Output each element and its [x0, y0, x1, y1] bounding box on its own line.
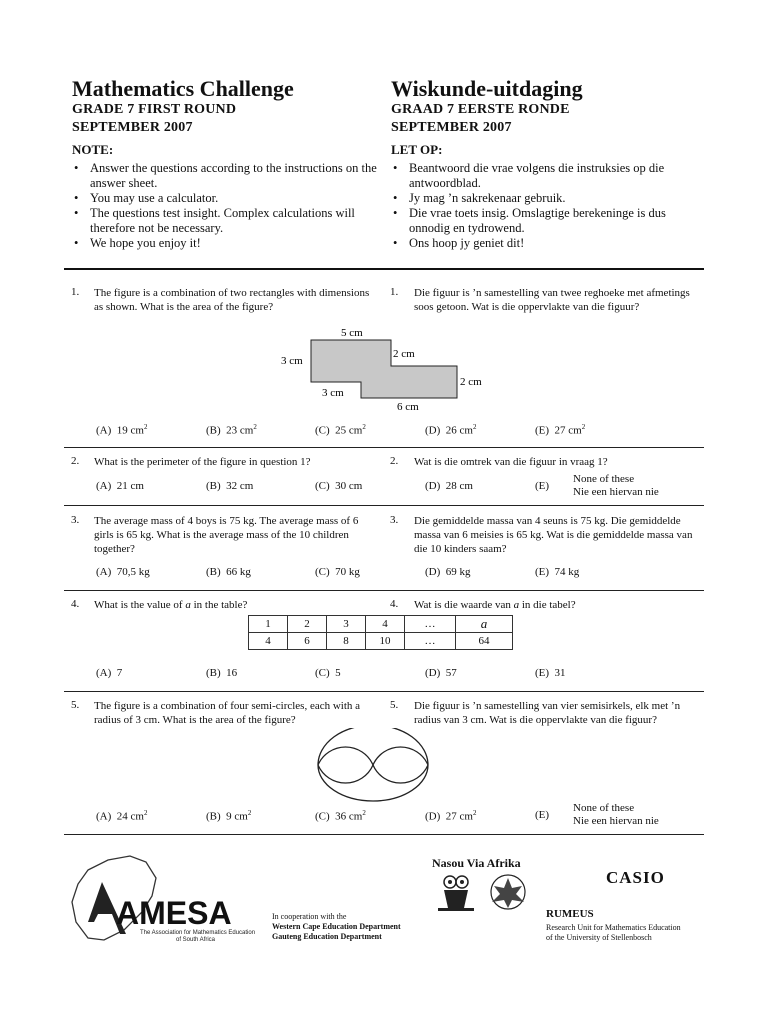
option-c: (C) 30 cm	[315, 480, 363, 492]
grade-afrikaans: GRAAD 7 EERSTE RONDE	[391, 102, 570, 117]
figure-label-bottom-left: 3 cm	[322, 387, 344, 399]
semicircle-upper-shape	[318, 728, 428, 765]
question-2-english: What is the perimeter of the figure in question 1?	[94, 456, 311, 468]
option-a: (A) 21 cm	[96, 480, 144, 492]
table-cell: a	[456, 616, 513, 633]
option-c: (C) 70 kg	[315, 566, 360, 578]
figure-label-left: 3 cm	[281, 355, 303, 367]
table-cell: …	[405, 633, 456, 650]
option-e-letter: (E)	[535, 480, 550, 492]
note-item: • You may use a calculator.	[72, 191, 384, 206]
option-a: (A) 70,5 kg	[96, 566, 150, 578]
option-b: (B) 23 $cm^2$	[206, 423, 257, 437]
option-e-none-of-these: None of these Nie een hiervan nie	[573, 473, 659, 498]
figure-label-right: 2 cm	[460, 376, 482, 388]
casio-logo: CASIO	[606, 868, 665, 887]
question-divider	[64, 590, 704, 591]
option-a: (A) 24 $cm^2$	[96, 809, 148, 823]
question-5-figure	[310, 728, 436, 802]
amesa-subtitle-2: of South Africa	[176, 937, 216, 943]
rumeus-subtitle-2: of the University of Stellenbosch	[546, 933, 652, 942]
option-e: (E) 74 kg	[535, 566, 580, 578]
table-cell: 4	[249, 633, 288, 650]
question-5-english: The figure is a combination of four semi-circles, each with a radius of 3 cm. What is the area of the figure?	[94, 700, 361, 726]
date-english: SEPTEMBER 2007	[72, 120, 193, 135]
notes-english	[72, 161, 384, 251]
nasou-via-afrika-label: Nasou Via Afrika	[432, 856, 521, 870]
table-row	[249, 633, 513, 650]
figure-label-bottom: 6 cm	[397, 401, 419, 413]
table-cell: 64	[456, 633, 513, 650]
amesa-logo	[68, 852, 268, 947]
option-d: (D) 69 kg	[425, 566, 471, 578]
title-afrikaans: Wiskunde-uitdaging	[391, 76, 583, 101]
table-cell: 6	[288, 633, 327, 650]
sequence-table	[248, 615, 513, 650]
question-2-afrikaans: Wat is die omtrek van die figuur in vraag 1?	[414, 456, 608, 468]
question-divider	[64, 691, 704, 692]
note-item: • Ons hoop jy geniet dit!	[391, 236, 701, 251]
question-number: 2.	[390, 455, 399, 467]
question-divider	[64, 505, 704, 506]
question-divider	[64, 834, 704, 835]
option-e: (E) 27 $cm^2$	[535, 423, 586, 437]
amesa-subtitle-1: The Association for Mathematics Education	[140, 930, 256, 936]
note-item: • We hope you enjoy it!	[72, 236, 384, 251]
semicircle-lower-shape	[318, 765, 428, 801]
option-e-none-of-these: None of these Nie een hiervan nie	[573, 802, 659, 827]
option-c: (C) 5	[315, 667, 341, 679]
table-cell: 8	[327, 633, 366, 650]
department-western-cape: Western Cape Education Department	[272, 922, 401, 931]
note-item: • Die vrae toets insig. Omslagtige berekeninge is dus onnodig en tydrowend.	[391, 206, 701, 236]
question-1-english: The figure is a combination of two rectangles with dimensions as shown. What is the area of the figure?	[94, 287, 370, 313]
question-5-afrikaans: Die figuur is ’n samestelling van vier semisirkels, elk met ’n radius van 3 cm. Wat is die oppervlakte van die figuur?	[414, 700, 681, 726]
question-number: 1.	[390, 286, 399, 298]
title-english: Mathematics Challenge	[72, 76, 294, 101]
option-b: (B) 32 cm	[206, 480, 254, 492]
note-item: • The questions test insight. Complex calculations will therefore not be necessary.	[72, 206, 384, 236]
table-cell: 3	[327, 616, 366, 633]
department-gauteng: Gauteng Education Department	[272, 932, 382, 941]
option-a: (A) 7	[96, 667, 123, 679]
notes-afrikaans	[391, 161, 701, 251]
figure-label-top: 5 cm	[341, 327, 363, 339]
option-c: (C) 25 $cm^2$	[315, 423, 366, 437]
table-row	[249, 616, 513, 633]
note-title-afrikaans: LET OP:	[391, 142, 443, 157]
note-item: • Beantwoord die vrae volgens die instruksies op die antwoordblad.	[391, 161, 701, 191]
question-number: 4.	[390, 598, 399, 610]
note-item: • Jy mag ’n sakrekenaar gebruik.	[391, 191, 701, 206]
question-1-figure	[275, 322, 495, 414]
note-title-english: NOTE:	[72, 142, 114, 157]
table-cell: 2	[288, 616, 327, 633]
date-afrikaans: SEPTEMBER 2007	[391, 120, 512, 135]
table-cell: 1	[249, 616, 288, 633]
rumeus-subtitle-1: Research Unit for Mathematics Education	[546, 923, 681, 932]
option-d: (D) 57	[425, 667, 457, 679]
table-cell: 10	[366, 633, 405, 650]
question-number: 3.	[71, 514, 80, 526]
rumeus-logo: RUMEUS	[546, 908, 594, 920]
option-d: (D) 27 $cm^2$	[425, 809, 477, 823]
option-b: (B) 9 $cm^2$	[206, 809, 252, 823]
question-number: 1.	[71, 286, 80, 298]
question-number: 2.	[71, 455, 80, 467]
option-c: (C) 36 $cm^2$	[315, 809, 366, 823]
grade-english: GRADE 7 FIRST ROUND	[72, 102, 237, 117]
option-d: (D) 28 cm	[425, 480, 473, 492]
option-a: (A) 19 $cm^2$	[96, 423, 148, 437]
option-e-letter: (E)	[535, 809, 550, 821]
question-1-afrikaans: Die figuur is ’n samestelling van twee reghoeke met afmetings soos getoon. Wat is die oppervlakte van die figuur?	[414, 287, 690, 313]
table-cell: …	[405, 616, 456, 633]
protea-flower-icon	[491, 875, 525, 909]
option-d: (D) 26 $cm^2$	[425, 423, 477, 437]
note-item: • Answer the questions according to the instructions on the answer sheet.	[72, 161, 384, 191]
question-number: 5.	[390, 699, 399, 711]
question-4-afrikaans: Wat is die waarde van a in die tabel?	[414, 599, 576, 611]
option-e: (E) 31	[535, 667, 566, 679]
cooperation-text: In cooperation with the	[272, 912, 347, 921]
nasou-logos	[436, 872, 536, 914]
question-3-english: The average mass of 4 boys is 75 kg. The average mass of 6 girls is 65 kg. What is the average mass of the 10 children together?	[94, 515, 359, 555]
table-cell: 4	[366, 616, 405, 633]
header-divider	[64, 268, 704, 270]
question-3-afrikaans: Die gemiddelde massa van 4 seuns is 75 kg. Die gemiddelde massa van 6 meisies is 65 kg. Wat is die gemiddelde massa van die 10 kinders saam?	[414, 515, 693, 555]
question-number: 5.	[71, 699, 80, 711]
option-b: (B) 66 kg	[206, 566, 251, 578]
owl-logo-icon	[438, 876, 474, 911]
figure-label-step: 2 cm	[393, 348, 415, 360]
amesa-logotype: AMESA	[116, 895, 232, 931]
option-b: (B) 16	[206, 667, 238, 679]
question-4-english: What is the value of a in the table?	[94, 599, 248, 611]
question-divider	[64, 447, 704, 448]
question-number: 3.	[390, 514, 399, 526]
question-number: 4.	[71, 598, 80, 610]
